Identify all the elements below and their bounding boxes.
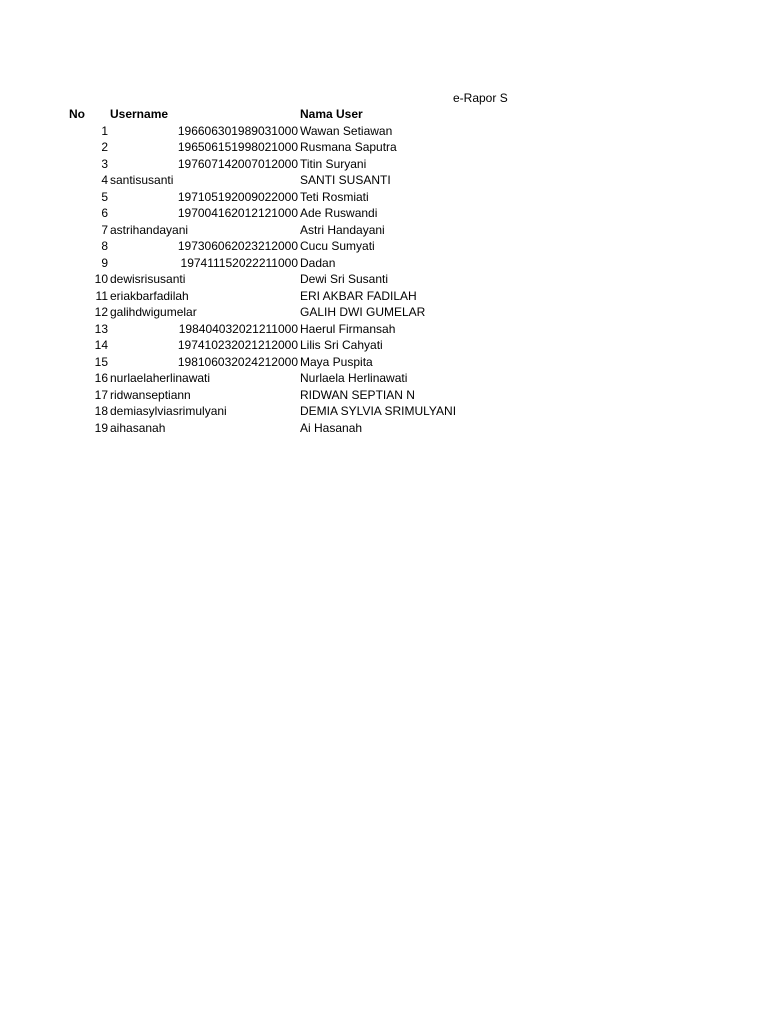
row-nama-user: Rusmana Saputra bbox=[300, 140, 397, 154]
row-nama-user: GALIH DWI GUMELAR bbox=[300, 305, 426, 319]
row-username: 196506151998021000 bbox=[177, 140, 298, 154]
table-row bbox=[0, 387, 768, 404]
row-no: 18 bbox=[94, 404, 108, 418]
row-no: 5 bbox=[101, 189, 108, 204]
row-no: 15 bbox=[94, 354, 108, 369]
table-row bbox=[0, 403, 768, 420]
row-nama-user: SANTI SUSANTI bbox=[300, 173, 391, 187]
document-title: e-Rapor S bbox=[453, 91, 508, 105]
table-row bbox=[0, 337, 768, 354]
row-username: 197105192009022000 bbox=[177, 189, 298, 204]
table-row bbox=[0, 156, 768, 173]
row-username: dewisrisusanti bbox=[110, 272, 186, 286]
row-no: 8 bbox=[101, 239, 108, 253]
row-nama-user: Titin Suryani bbox=[300, 156, 367, 171]
row-no: 10 bbox=[94, 272, 108, 286]
table-row bbox=[0, 420, 768, 437]
table-body bbox=[0, 123, 768, 437]
row-no: 19 bbox=[94, 420, 108, 435]
row-username: 197004162012121000 bbox=[177, 206, 298, 220]
row-username: eriakbarfadilah bbox=[110, 288, 189, 303]
row-nama-user: DEMIA SYLVIA SRIMULYANI bbox=[300, 404, 457, 418]
row-username: 197410232021212000 bbox=[177, 338, 298, 352]
table-row bbox=[0, 354, 768, 371]
row-nama-user: Dewi Sri Susanti bbox=[300, 272, 389, 286]
row-username: nurlaelaherlinawati bbox=[110, 371, 211, 385]
row-nama-user: Dadan bbox=[300, 255, 336, 270]
table-row bbox=[0, 321, 768, 338]
row-no: 16 bbox=[94, 371, 108, 385]
row-username: galihdwigumelar bbox=[110, 305, 197, 319]
row-no: 12 bbox=[94, 305, 108, 319]
row-no: 17 bbox=[94, 387, 108, 402]
header-nama-user: Nama User bbox=[300, 107, 363, 121]
row-username: demiasylviasrimulyani bbox=[110, 404, 227, 418]
table-header-row bbox=[0, 106, 768, 123]
row-no: 9 bbox=[101, 255, 108, 270]
row-nama-user: Nurlaela Herlinawati bbox=[300, 371, 408, 385]
table-row bbox=[0, 205, 768, 222]
table-row bbox=[0, 288, 768, 305]
user-table bbox=[0, 106, 768, 436]
row-nama-user: Cucu Sumyati bbox=[300, 239, 375, 253]
row-no: 6 bbox=[101, 206, 108, 220]
row-no: 11 bbox=[95, 288, 108, 303]
table-row bbox=[0, 189, 768, 206]
table-row bbox=[0, 370, 768, 387]
table-row bbox=[0, 271, 768, 288]
row-username: aihasanah bbox=[110, 420, 166, 435]
row-username: 196606301989031000 bbox=[177, 123, 298, 138]
row-nama-user: ERI AKBAR FADILAH bbox=[300, 288, 417, 303]
row-nama-user: Astri Handayani bbox=[300, 222, 385, 237]
row-nama-user: Wawan Setiawan bbox=[300, 123, 393, 138]
row-username: 197607142007012000 bbox=[177, 156, 298, 171]
table-row bbox=[0, 304, 768, 321]
row-nama-user: Ade Ruswandi bbox=[300, 206, 378, 220]
row-username: astrihandayani bbox=[110, 222, 189, 237]
row-username: ridwanseptiann bbox=[110, 387, 191, 402]
row-no: 4 bbox=[101, 173, 108, 187]
row-nama-user: Maya Puspita bbox=[300, 354, 373, 369]
table-row bbox=[0, 172, 768, 189]
header-no: No bbox=[69, 107, 85, 121]
row-no: 2 bbox=[101, 140, 108, 154]
row-nama-user: Teti Rosmiati bbox=[300, 189, 369, 204]
table-row bbox=[0, 238, 768, 255]
row-username: 197306062023212000 bbox=[177, 239, 298, 253]
row-no: 1 bbox=[101, 123, 108, 138]
row-nama-user: RIDWAN SEPTIAN N bbox=[300, 387, 415, 402]
row-username: 197411152022211000 bbox=[180, 255, 298, 270]
table-row bbox=[0, 255, 768, 272]
row-no: 3 bbox=[101, 156, 108, 171]
table-row bbox=[0, 139, 768, 156]
row-nama-user: Ai Hasanah bbox=[300, 420, 363, 435]
row-username: 198106032024212000 bbox=[177, 354, 298, 369]
row-nama-user: Haerul Firmansah bbox=[300, 321, 396, 336]
header-username: Username bbox=[110, 107, 169, 121]
row-no: 7 bbox=[101, 222, 108, 237]
table-row bbox=[0, 123, 768, 140]
row-username: 198404032021211000 bbox=[178, 321, 298, 336]
row-nama-user: Lilis Sri Cahyati bbox=[300, 338, 383, 352]
row-username: santisusanti bbox=[110, 173, 174, 187]
row-no: 14 bbox=[94, 338, 108, 352]
row-no: 13 bbox=[94, 321, 108, 336]
table-row bbox=[0, 222, 768, 239]
